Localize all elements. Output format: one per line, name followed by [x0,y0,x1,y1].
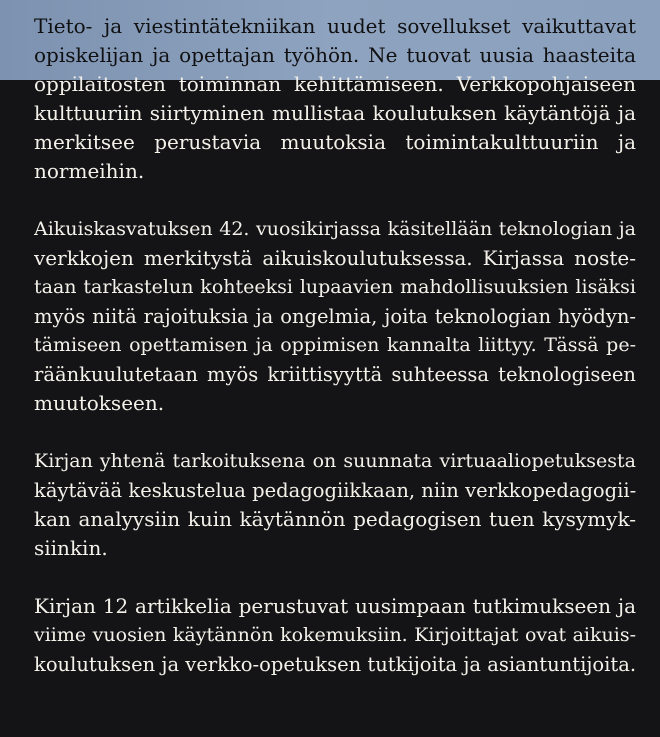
paragraph-1 [34,12,636,186]
text-line: viime vuosien käytännön kokemuksiin. Kirjoittajat ovat aikuis- [34,624,636,646]
text-line: Aikuiskasvatuksen 42. vuosikirjassa käsitellään teknologian ja [34,218,636,240]
text-line: verkkojen merkitystä aikuiskoulutuksessa. Kirjassa noste- [34,246,636,270]
text-line: Kirjan 12 artikkelia perustuvat uusimpaan tutkimukseen ja [34,594,636,618]
text-line: kan analyysiin kuin käytännön pedagogisen tuen kysymyk- [34,507,636,531]
text-line: merkitsee perustavia muutoksia toimintakulttuuriin ja [34,130,636,154]
back-cover-text [34,12,636,708]
text-line: tämiseen opettamisen ja oppimisen kannalta liittyy. Tässä pe- [34,334,636,356]
text-line: räänkuulutetaan myös kriittisyyttä suhteessa teknologiseen [34,363,636,386]
text-line: kulttuuriin siirtyminen mullistaa koulutuksen käytäntöjä ja [34,101,636,125]
text-line: taan tarkastelun kohteeksi lupaavien mahdollisuuksien lisäksi [34,276,636,298]
text-line: oppilaitosten toiminnan kehittämiseen. Verkkopohjaiseen [34,72,636,96]
text-line: muutokseen. [34,391,165,415]
text-line: myös niitä rajoituksia ja ongelmia, joita teknologian hyödyn- [34,305,636,328]
text-line: siinkin. [34,536,108,560]
text-line: käytävää keskustelua pedagogiikkaan, niin verkkopedagogii- [34,479,636,502]
paragraph-4 [34,592,636,679]
text-line: koulutuksen ja verkko-opetuksen tutkijoita ja asiantuntijoita. [34,653,636,676]
paragraph-3 [34,447,636,563]
text-line: normeihin. [34,159,145,183]
text-line: Kirjan yhtenä tarkoituksena on suunnata virtuaaliopetuksesta [34,450,636,472]
paragraph-2 [34,215,636,418]
text-line: opiskelijan ja opettajan työhön. Ne tuovat uusia haasteita [34,43,636,67]
text-line: Tieto- ja viestintätekniikan uudet sovellukset vaikuttavat [34,14,636,38]
